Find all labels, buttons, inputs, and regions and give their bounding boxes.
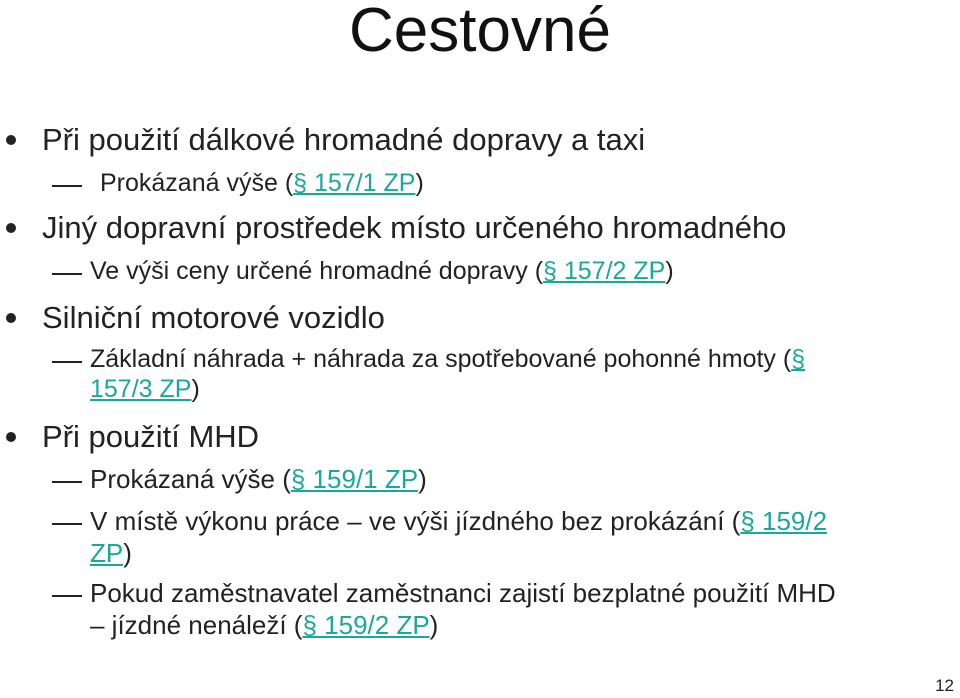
dash-icon: [52, 595, 82, 597]
bullet-text: Při použití dálkové hromadné dopravy a taxi: [42, 122, 646, 157]
sub-item-text: [90, 344, 805, 374]
law-link[interactable]: ZP: [90, 538, 124, 568]
sub-item-suffix: ): [429, 610, 439, 640]
sub-item-text-cont: [90, 610, 438, 641]
sub-item-text: [90, 464, 427, 495]
dash-icon: [52, 273, 82, 275]
law-link[interactable]: § 159/2 ZP: [302, 610, 430, 640]
slide-title: Cestovné: [349, 0, 611, 65]
sub-item-text-cont: [90, 374, 200, 404]
sub-item-suffix: ): [418, 464, 427, 494]
bullet-text: Silniční motorové vozidlo: [42, 300, 385, 335]
sub-item-prefix: Ve výši ceny určené hromadné dopravy (: [90, 257, 544, 285]
page-number: 12: [935, 676, 954, 695]
bullet-icon: [6, 223, 16, 233]
sub-item-suffix: ): [665, 257, 674, 285]
law-link[interactable]: §: [791, 345, 806, 373]
sub-item-text: [90, 256, 674, 286]
sub-item-suffix: ): [123, 538, 132, 568]
law-link[interactable]: § 157/2 ZP: [543, 257, 666, 285]
bullet-text: Při použití MHD: [42, 419, 260, 454]
bullet-text: Jiný dopravní prostředek místo určeného hromadného: [42, 210, 787, 245]
sub-item-suffix: ): [191, 375, 200, 403]
sub-item-prefix: V místě výkonu práce – ve výši jízdného bez prokázání (: [90, 506, 741, 536]
sub-item-prefix: Prokázaná výše (: [90, 464, 291, 494]
law-link[interactable]: 157/3 ZP: [90, 375, 192, 403]
dash-icon: [52, 523, 82, 525]
law-link[interactable]: § 159/1 ZP: [290, 464, 419, 494]
sub-item-prefix: – jízdné nenáleží (: [90, 610, 303, 640]
dash-icon: [52, 185, 82, 187]
sub-item-prefix: Základní náhrada + náhrada za spotřebované pohonné hmoty (: [90, 345, 792, 373]
sub-item-text: [90, 506, 827, 537]
law-link[interactable]: § 157/1 ZP: [293, 169, 416, 197]
sub-item-text: Pokud zaměstnavatel zaměstnanci zajistí bezplatné použití MHD: [90, 578, 836, 608]
dash-icon: [52, 481, 82, 483]
bullet-icon: [6, 313, 16, 323]
sub-item-text: [100, 168, 424, 198]
sub-item-text-cont: [90, 538, 132, 569]
law-link[interactable]: § 159/2: [740, 506, 828, 536]
bullet-icon: [6, 432, 16, 442]
sub-item-prefix: Prokázaná výše (: [100, 169, 294, 197]
dash-icon: [52, 361, 82, 363]
bullet-icon: [6, 135, 16, 145]
sub-item-suffix: ): [415, 169, 424, 197]
